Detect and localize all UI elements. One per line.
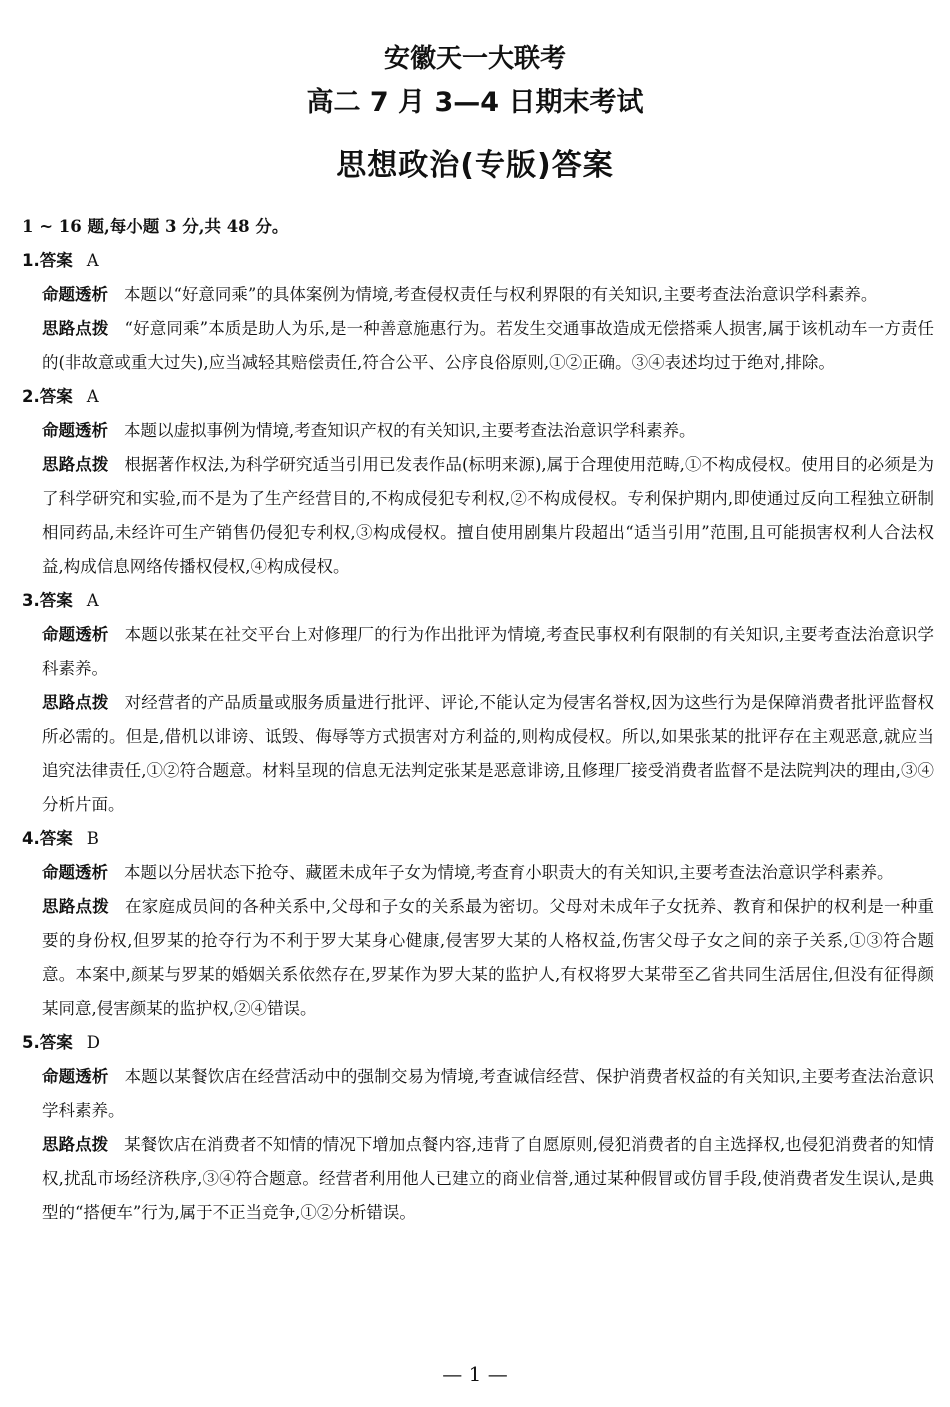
answer-value: A <box>86 387 99 406</box>
hint-label: 思路点拨 <box>42 897 109 916</box>
question-number: 2. <box>22 387 40 406</box>
hint-label: 思路点拨 <box>42 319 109 338</box>
question-block-4 <box>22 822 934 1026</box>
question-block-5 <box>22 1026 934 1230</box>
question-header <box>22 1026 934 1060</box>
hint-paragraph <box>42 686 934 822</box>
analysis-text: 本题以张某在社交平台上对修理厂的行为作出批评为情境,考查民事权利有限制的有关知识,主要考查法治意识学科素养。 <box>42 625 935 678</box>
question-number: 3. <box>22 591 40 610</box>
header-subject-title: 思想政治(专版)答案 <box>336 148 614 183</box>
hint-label: 思路点拨 <box>42 1135 109 1154</box>
answer-label: 答案 <box>39 387 73 406</box>
answer-content <box>22 210 934 1230</box>
hint-label: 思路点拨 <box>42 455 109 474</box>
analysis-label: 命题透析 <box>42 1067 109 1086</box>
analysis-paragraph <box>42 1060 934 1128</box>
header-exam-title: 高二 7 月 3—4 日期末考试 <box>306 87 644 118</box>
hint-text: 根据著作权法,为科学研究适当引用已发表作品(标明来源),属于合理使用范畴,①不构成侵权。使用目的必须是为了科学研究和实验,而不是为了生产经营目的,不构成侵犯专利权,②不构成侵权。专利保护期内,即使通过反向工程独立研制相同药品,未经许可生产销售仍侵犯专利权,③构成侵权。擅自使用剧集片段超出“适当引用”范围,且可能损害权利人合法权益,构成信息网络传播权侵权,④构成侵权。 <box>42 455 935 576</box>
question-header <box>22 584 934 618</box>
analysis-text: 本题以“好意同乘”的具体案例为情境,考查侵权责任与权利界限的有关知识,主要考查法治意识学科素养。 <box>124 285 878 304</box>
question-header <box>22 244 934 278</box>
page-number: — 1 — <box>442 1362 508 1386</box>
hint-text: 在家庭成员间的各种关系中,父母和子女的关系最为密切。父母对未成年子女抚养、教育和保护的权利是一种重要的身份权,但罗某的抢夺行为不利于罗大某身心健康,侵害罗大某的人格权益,伤害父母子女之间的亲子关系,①③符合题意。本案中,颜某与罗某的婚姻关系依然存在,罗某作为罗大某的监护人,有权将罗大某带至乙省共同生活居住,但没有征得颜某同意,侵害颜某的监护权,②④错误。 <box>42 897 934 1018</box>
hint-paragraph <box>42 1128 934 1230</box>
analysis-label: 命题透析 <box>42 863 108 882</box>
analysis-paragraph <box>42 618 934 686</box>
scoring-intro: 1 ~ 16 题,每小题 3 分,共 48 分。 <box>22 217 289 236</box>
hint-text: 对经营者的产品质量或服务质量进行批评、评论,不能认定为侵害名誉权,因为这些行为是保障消费者批评监督权所必需的。但是,借机以诽谤、诋毁、侮辱等方式损害对方利益的,则构成侵权。所以,如果张某的批评存在主观恶意,就应当追究法律责任,①②符合题意。材料呈现的信息无法判定张某是恶意诽谤,且修理厂接受消费者监督不是法院判决的理由,③④分析片面。 <box>42 693 935 814</box>
answer-value: A <box>86 591 99 610</box>
analysis-paragraph <box>42 856 934 890</box>
hint-text: “好意同乘”本质是助人为乐,是一种善意施惠行为。若发生交通事故造成无偿搭乘人损害,属于该机动车一方责任的(非故意或重大过失),应当减轻其赔偿责任,符合公平、公序良俗原则,①②正确。③④表述均过于绝对,排除。 <box>42 319 934 372</box>
question-number: 1. <box>22 251 40 270</box>
analysis-label: 命题透析 <box>42 285 108 304</box>
answer-label: 答案 <box>39 829 73 848</box>
analysis-paragraph <box>42 278 934 312</box>
analysis-text: 本题以虚拟事例为情境,考查知识产权的有关知识,主要考查法治意识学科素养。 <box>124 421 696 440</box>
hint-label: 思路点拨 <box>42 693 109 712</box>
answer-label: 答案 <box>39 1033 73 1052</box>
header-exam-org: 安徽天一大联考 <box>383 44 566 74</box>
hint-paragraph <box>42 312 934 380</box>
question-header <box>22 380 934 414</box>
analysis-text: 本题以某餐饮店在经营活动中的强制交易为情境,考查诚信经营、保护消费者权益的有关知识,主要考查法治意识学科素养。 <box>42 1067 935 1120</box>
analysis-paragraph <box>42 414 934 448</box>
analysis-text: 本题以分居状态下抢夺、藏匿未成年子女为情境,考查育小职责大的有关知识,主要考查法治意识学科素养。 <box>124 863 894 882</box>
question-header <box>22 822 934 856</box>
analysis-label: 命题透析 <box>42 625 109 644</box>
question-number: 5. <box>22 1033 40 1052</box>
hint-paragraph <box>42 448 934 584</box>
question-block-1 <box>22 244 934 380</box>
analysis-label: 命题透析 <box>42 421 108 440</box>
answer-value: B <box>86 829 99 848</box>
hint-paragraph <box>42 890 934 1026</box>
question-number: 4. <box>22 829 40 848</box>
answer-value: D <box>86 1033 100 1052</box>
hint-text: 某餐饮店在消费者不知情的情况下增加点餐内容,违背了自愿原则,侵犯消费者的自主选择权,也侵犯消费者的知情权,扰乱市场经济秩序,③④符合题意。经营者利用他人已建立的商业信誉,通过某种假冒或仿冒手段,使消费者发生误认,是典型的“搭便车”行为,属于不正当竞争,①②分析错误。 <box>42 1135 934 1222</box>
answer-label: 答案 <box>39 591 73 610</box>
question-block-3 <box>22 584 934 822</box>
answer-label: 答案 <box>39 251 73 270</box>
question-block-2 <box>22 380 934 584</box>
answer-value: A <box>86 251 99 270</box>
